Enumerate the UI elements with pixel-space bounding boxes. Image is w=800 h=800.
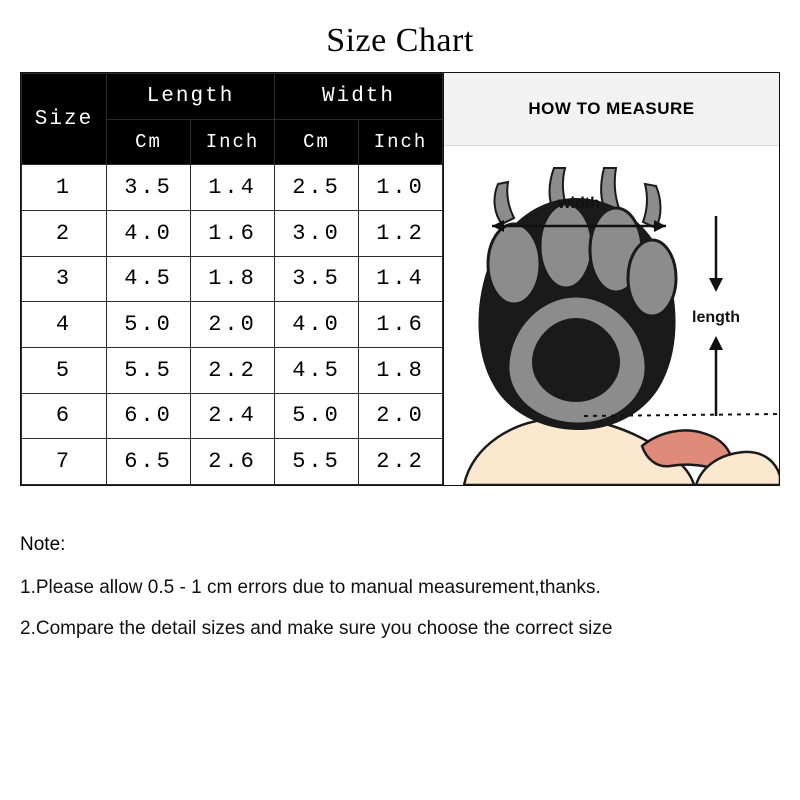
note-line-2: 2.Compare the detail sizes and make sure you choose the correct size [20,618,613,639]
toe-pad-1 [488,224,540,304]
how-to-measure-header [444,73,779,146]
cell-length-cm: 4.5 [107,256,191,302]
cell-length-inch: 2.0 [191,302,275,348]
claw-4 [643,184,661,228]
notes-heading: Note: [20,534,66,555]
cell-size: 7 [22,439,107,485]
cell-width-cm: 5.0 [275,393,359,439]
cell-width-inch: 1.6 [359,302,443,348]
table-row [22,347,443,393]
cell-size: 1 [22,165,107,211]
size-chart-panel [20,72,780,486]
page-title: Size Chart [326,22,474,59]
cell-width-cm: 3.5 [275,256,359,302]
cell-width-inch: 1.0 [359,165,443,211]
how-to-measure-title: HOW TO MEASURE [528,99,695,118]
table-row [22,302,443,348]
cell-width-inch: 1.4 [359,256,443,302]
header-length-cm: Cm [107,119,191,165]
cell-width-inch: 2.2 [359,439,443,485]
cell-width-inch: 2.0 [359,393,443,439]
cell-length-cm: 6.5 [107,439,191,485]
cell-length-inch: 2.6 [191,439,275,485]
cell-size: 2 [22,210,107,256]
cell-length-inch: 1.8 [191,256,275,302]
header-size: Size [22,74,107,165]
header-length-inch: Inch [191,119,275,165]
cell-length-cm: 5.5 [107,347,191,393]
cell-size: 5 [22,347,107,393]
header-width-cm: Cm [275,119,359,165]
notes-section [20,486,780,660]
cell-width-inch: 1.2 [359,210,443,256]
claw-1 [495,182,514,224]
length-label: length [692,309,740,326]
how-to-measure-panel [443,73,779,485]
note-line-1: 1.Please allow 0.5 - 1 cm errors due to manual measurement,thanks. [20,577,601,598]
table-row [22,393,443,439]
table-row [22,165,443,211]
cell-length-cm: 3.5 [107,165,191,211]
cell-width-inch: 1.8 [359,347,443,393]
cell-width-cm: 4.5 [275,347,359,393]
cell-length-cm: 4.0 [107,210,191,256]
toe-pad-4 [628,240,676,316]
header-length: Length [107,74,275,120]
length-arrow-up [709,336,723,350]
table-header-group-row [22,74,443,120]
width-arrow-right [654,220,666,232]
cell-length-inch: 1.4 [191,165,275,211]
toe-pad-2 [540,204,592,288]
cell-size: 4 [22,302,107,348]
cell-length-inch: 2.2 [191,347,275,393]
cell-width-cm: 5.5 [275,439,359,485]
width-label: width [558,195,600,212]
table-row [22,439,443,485]
table-row [22,256,443,302]
cell-size: 6 [22,393,107,439]
cell-length-inch: 2.4 [191,393,275,439]
length-arrow-down [709,278,723,292]
cell-width-cm: 3.0 [275,210,359,256]
paw-measure-diagram [444,146,779,485]
cell-size: 3 [22,256,107,302]
cell-length-cm: 5.0 [107,302,191,348]
cell-width-cm: 2.5 [275,165,359,211]
cell-length-inch: 1.6 [191,210,275,256]
cell-length-cm: 6.0 [107,393,191,439]
table-row [22,210,443,256]
header-width-inch: Inch [359,119,443,165]
size-table [21,73,443,485]
header-width: Width [275,74,443,120]
how-to-measure-illustration [444,146,779,485]
cell-width-cm: 4.0 [275,302,359,348]
